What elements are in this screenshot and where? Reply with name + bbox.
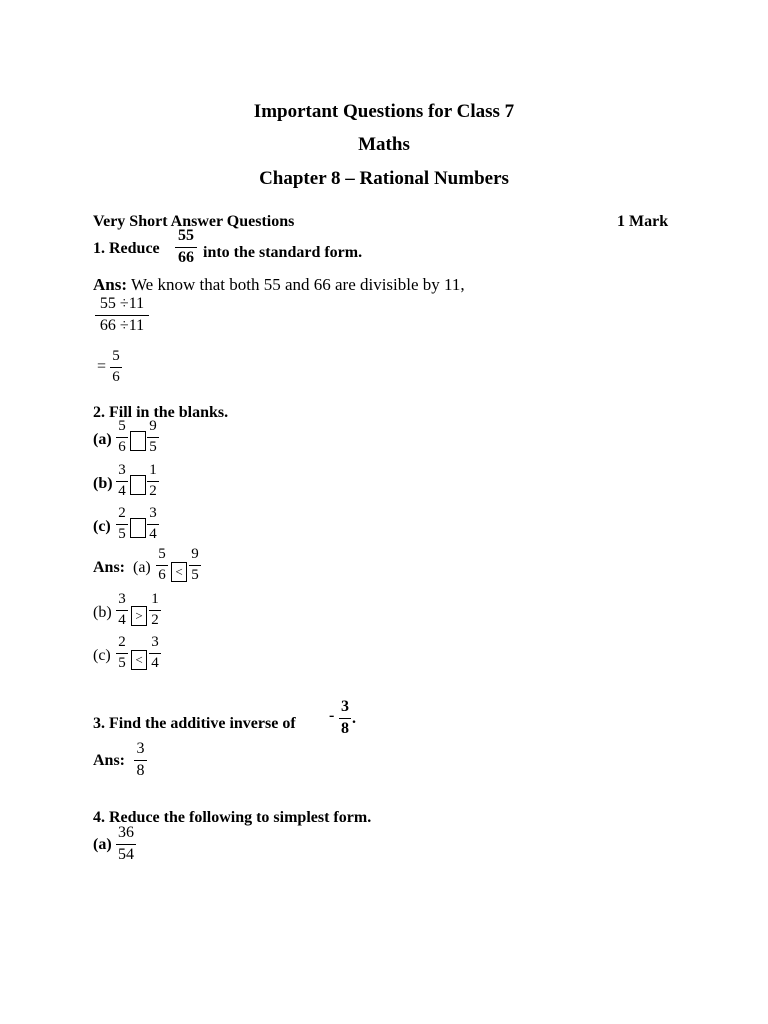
numerator: 3 — [118, 462, 126, 478]
q1-ans-label: Ans: — [93, 275, 128, 294]
chapter-title: Chapter 8 – Rational Numbers — [259, 168, 509, 189]
q1-step-fraction — [95, 296, 149, 334]
q4-part-label: (a) — [93, 836, 112, 853]
answer-box: < — [171, 562, 187, 582]
q2-fraction — [116, 463, 128, 499]
blank-box[interactable] — [130, 431, 146, 451]
q2-fraction — [147, 506, 159, 542]
q1-suffix: into the standard form. — [203, 244, 363, 261]
numerator: 2 — [118, 634, 126, 650]
fraction-bar — [110, 367, 122, 368]
denominator: 5 — [149, 439, 157, 455]
fraction-bar — [116, 653, 128, 654]
denominator: 2 — [151, 612, 159, 628]
q1-equals: = — [97, 358, 107, 375]
q2-part-label: (c) — [93, 518, 111, 535]
q2-title: 2. Fill in the blanks. — [93, 404, 229, 421]
numerator: 3 — [151, 634, 159, 650]
fraction-bar — [147, 437, 159, 438]
q2-fraction — [116, 506, 128, 542]
answer-box: > — [131, 606, 147, 626]
fraction-bar — [116, 844, 136, 845]
q1-step-numerator: 55 ÷11 — [99, 295, 145, 312]
q2-ans-label: Ans: — [93, 559, 126, 576]
numerator: 3 — [136, 740, 145, 757]
q1-denominator: 66 — [178, 249, 194, 266]
numerator: 1 — [149, 462, 157, 478]
q2-fraction — [116, 419, 128, 455]
denominator: 8 — [341, 720, 349, 737]
q2-answer-label: (b) — [93, 604, 112, 621]
numerator: 9 — [149, 418, 157, 434]
fraction-bar — [147, 524, 159, 525]
denominator: 5 — [118, 655, 126, 671]
numerator: 9 — [191, 546, 199, 562]
q1-prefix: 1. Reduce — [93, 240, 160, 257]
numerator: 2 — [118, 505, 126, 521]
denominator: 6 — [158, 567, 166, 583]
fraction-bar — [189, 565, 201, 566]
q2-answer-label: (c) — [93, 647, 111, 664]
q2-answer-fraction — [149, 635, 161, 671]
numerator: 3 — [118, 591, 126, 607]
fraction-bar — [116, 437, 128, 438]
q1-fraction — [175, 228, 197, 266]
q2-part-label: (b) — [93, 475, 113, 492]
denominator: 2 — [149, 483, 157, 499]
q2-answer-fraction — [116, 592, 128, 628]
q2-answer-fraction — [116, 635, 128, 671]
numerator: 3 — [149, 505, 157, 521]
denominator: 4 — [149, 526, 157, 542]
q3-prefix: 3. Find the additive inverse of — [93, 715, 296, 732]
q2-answer-fraction — [189, 547, 201, 583]
fraction-bar — [175, 247, 197, 248]
numerator: 1 — [151, 591, 159, 607]
denominator: 4 — [118, 483, 126, 499]
q4-title: 4. Reduce the following to simplest form. — [93, 809, 372, 826]
fraction-bar — [116, 610, 128, 611]
blank-box[interactable] — [130, 518, 146, 538]
q1-answer — [93, 275, 465, 295]
q4-fraction — [116, 825, 136, 863]
numerator: 36 — [118, 824, 134, 841]
q3-fraction — [339, 699, 351, 737]
q2-fraction — [147, 419, 159, 455]
q3-answer-fraction — [134, 741, 147, 779]
q2-answer-fraction — [156, 547, 168, 583]
q1-numerator: 55 — [178, 227, 194, 244]
q2-answer-label: (a) — [133, 559, 151, 576]
section-label: Very Short Answer Questions — [93, 213, 295, 230]
q1-result-numerator: 5 — [112, 348, 120, 364]
subject-title: Maths — [358, 134, 410, 155]
q2-fraction — [147, 463, 159, 499]
doc-title: Important Questions for Class 7 — [253, 101, 515, 122]
fraction-bar — [149, 653, 161, 654]
fraction-bar — [156, 565, 168, 566]
numerator: 5 — [118, 418, 126, 434]
denominator: 6 — [118, 439, 126, 455]
denominator: 8 — [136, 762, 145, 779]
numerator: 5 — [158, 546, 166, 562]
q3-ans-label: Ans: — [93, 752, 126, 769]
fraction-bar — [116, 524, 128, 525]
denominator: 54 — [118, 846, 134, 863]
fraction-bar — [134, 760, 147, 761]
section-marks: 1 Mark — [617, 213, 669, 230]
q2-part-label: (a) — [93, 431, 112, 448]
fraction-bar — [116, 481, 128, 482]
q1-ans-text: We know that both 55 and 66 are divisible by 11, — [130, 275, 465, 294]
denominator: 5 — [191, 567, 199, 583]
q3-period: . — [352, 710, 356, 727]
fraction-bar — [339, 718, 351, 719]
denominator: 4 — [151, 655, 159, 671]
fraction-bar — [95, 315, 149, 316]
denominator: 4 — [118, 612, 126, 628]
q2-answer-fraction — [149, 592, 161, 628]
q1-result-denominator: 6 — [112, 369, 120, 385]
q1-step-denominator: 66 ÷11 — [99, 317, 145, 334]
blank-box[interactable] — [130, 475, 146, 495]
fraction-bar — [149, 610, 161, 611]
fraction-bar — [147, 481, 159, 482]
denominator: 5 — [118, 526, 126, 542]
q1-result-fraction — [110, 349, 122, 385]
numerator: 3 — [341, 698, 349, 715]
answer-box: < — [131, 650, 147, 670]
q3-minus-sign: - — [329, 707, 335, 724]
